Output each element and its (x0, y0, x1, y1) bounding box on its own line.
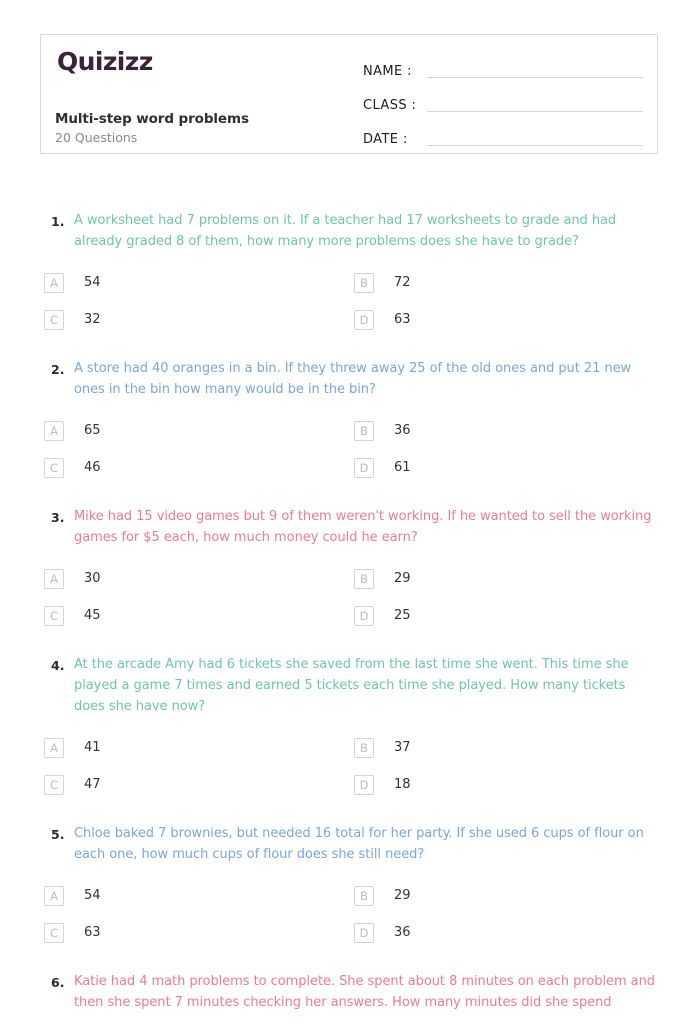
question-row (40, 506, 660, 548)
answer-option-d[interactable] (350, 914, 660, 951)
quiz-question-count: 20 Questions (55, 130, 138, 146)
question-spacer (40, 338, 660, 358)
answer-option-d[interactable] (350, 597, 660, 634)
option-text: 47 (84, 777, 101, 792)
question-text: A store had 40 oranges in a bin. If they threw away 25 of the old ones and put 21 new ones in the bin how many would be in the bin? (74, 361, 632, 397)
option-text: 37 (394, 740, 411, 755)
option-text: 36 (394, 925, 411, 940)
answer-option-b[interactable] (350, 560, 660, 597)
option-text: 45 (84, 608, 101, 623)
option-letter-box[interactable]: D (354, 310, 374, 330)
option-letter-box[interactable]: B (354, 569, 374, 589)
option-letter-box[interactable]: A (44, 421, 64, 441)
question-spacer (40, 803, 660, 823)
question-row (40, 971, 660, 1013)
answer-options (40, 729, 660, 803)
question-number: 6. (51, 975, 65, 990)
class-field-input[interactable] (427, 111, 643, 112)
answer-option-d[interactable] (350, 301, 660, 338)
question-block (40, 823, 660, 971)
answer-option-c[interactable] (40, 597, 350, 634)
name-field-label: NAME : (363, 64, 412, 79)
question-number: 3. (51, 510, 65, 525)
class-field-label: CLASS : (363, 98, 417, 113)
option-letter-box[interactable]: C (44, 775, 64, 795)
option-text: 29 (394, 571, 411, 586)
option-letter-box[interactable]: B (354, 273, 374, 293)
option-text: 61 (394, 460, 411, 475)
answer-option-a[interactable] (40, 560, 350, 597)
answer-option-d[interactable] (350, 449, 660, 486)
question-text: At the arcade Amy had 6 tickets she saved from the last time she went. This time she played a game 7 times and earned 5 tickets each time she played. How many tickets does she have now? (74, 657, 629, 714)
question-number: 1. (51, 214, 65, 229)
option-text: 32 (84, 312, 101, 327)
question-text: Chloe baked 7 brownies, but needed 16 total for her party. If she used 6 cups of flour on each one, how much cups of flour does she still need? (74, 826, 644, 862)
student-info-fields (353, 35, 657, 153)
question-block (40, 654, 660, 823)
option-text: 29 (394, 888, 411, 903)
option-letter-box[interactable]: C (44, 310, 64, 330)
date-field-label: DATE : (363, 132, 408, 147)
answer-option-c[interactable] (40, 301, 350, 338)
worksheet-header-card (40, 34, 658, 154)
answer-option-a[interactable] (40, 412, 350, 449)
option-text: 18 (394, 777, 411, 792)
option-letter-box[interactable]: C (44, 923, 64, 943)
name-field-row (363, 51, 643, 81)
option-letter-box[interactable]: C (44, 606, 64, 626)
quiz-meta (55, 110, 353, 147)
question-block (40, 506, 660, 654)
question-spacer (40, 1013, 660, 1033)
answer-option-b[interactable] (350, 412, 660, 449)
answer-option-b[interactable] (350, 729, 660, 766)
question-number: 2. (51, 362, 65, 377)
option-text: 41 (84, 740, 101, 755)
name-field-input[interactable] (427, 77, 643, 78)
answer-option-c[interactable] (40, 914, 350, 951)
option-letter-box[interactable]: A (44, 886, 64, 906)
option-text: 25 (394, 608, 411, 623)
question-row (40, 358, 660, 400)
option-letter-box[interactable]: D (354, 923, 374, 943)
question-text: Mike had 15 video games but 9 of them weren't working. If he wanted to sell the working games for $5 each, how much money could he earn? (74, 509, 652, 545)
option-letter-box[interactable]: C (44, 458, 64, 478)
answer-option-d[interactable] (350, 766, 660, 803)
answer-option-b[interactable] (350, 877, 660, 914)
option-text: 65 (84, 423, 101, 438)
question-number: 4. (51, 658, 65, 673)
answer-options (40, 264, 660, 338)
question-spacer (40, 634, 660, 654)
option-letter-box[interactable]: A (44, 569, 64, 589)
question-spacer (40, 486, 660, 506)
question-row (40, 823, 660, 865)
question-block (40, 971, 660, 1033)
option-text: 72 (394, 275, 411, 290)
question-row (40, 654, 660, 717)
questions-list (40, 210, 660, 1033)
answer-options (40, 560, 660, 634)
quiz-title: Multi-step word problems (55, 111, 249, 127)
answer-options (40, 412, 660, 486)
option-letter-box[interactable]: B (354, 886, 374, 906)
answer-option-a[interactable] (40, 729, 350, 766)
question-block (40, 210, 660, 358)
option-text: 30 (84, 571, 101, 586)
option-letter-box[interactable]: D (354, 606, 374, 626)
answer-option-a[interactable] (40, 264, 350, 301)
question-block (40, 358, 660, 506)
question-text: A worksheet had 7 problems on it. If a teacher had 17 worksheets to grade and had already graded 8 of them, how many more problems does she have to grade? (74, 213, 617, 249)
date-field-input[interactable] (427, 145, 643, 146)
answer-option-c[interactable] (40, 449, 350, 486)
header-left-section (41, 35, 353, 153)
option-text: 63 (394, 312, 411, 327)
question-text: Katie had 4 math problems to complete. She spent about 8 minutes on each problem and then she spent 7 minutes checking her answers. How many minutes did she spend (74, 974, 655, 1010)
option-text: 36 (394, 423, 411, 438)
answer-options (40, 877, 660, 951)
option-letter-box[interactable]: D (354, 458, 374, 478)
question-number: 5. (51, 827, 65, 842)
option-letter-box[interactable]: A (44, 738, 64, 758)
answer-option-b[interactable] (350, 264, 660, 301)
option-letter-box[interactable]: B (354, 738, 374, 758)
option-text: 54 (84, 275, 101, 290)
option-letter-box[interactable]: B (354, 421, 374, 441)
quizizz-logo: Quizizz (57, 47, 153, 76)
question-spacer (40, 951, 660, 971)
answer-option-c[interactable] (40, 766, 350, 803)
question-row (40, 210, 660, 252)
class-field-row (363, 85, 643, 115)
option-letter-box[interactable]: D (354, 775, 374, 795)
answer-option-a[interactable] (40, 877, 350, 914)
option-letter-box[interactable]: A (44, 273, 64, 293)
option-text: 63 (84, 925, 101, 940)
option-text: 54 (84, 888, 101, 903)
date-field-row (363, 119, 643, 149)
option-text: 46 (84, 460, 101, 475)
